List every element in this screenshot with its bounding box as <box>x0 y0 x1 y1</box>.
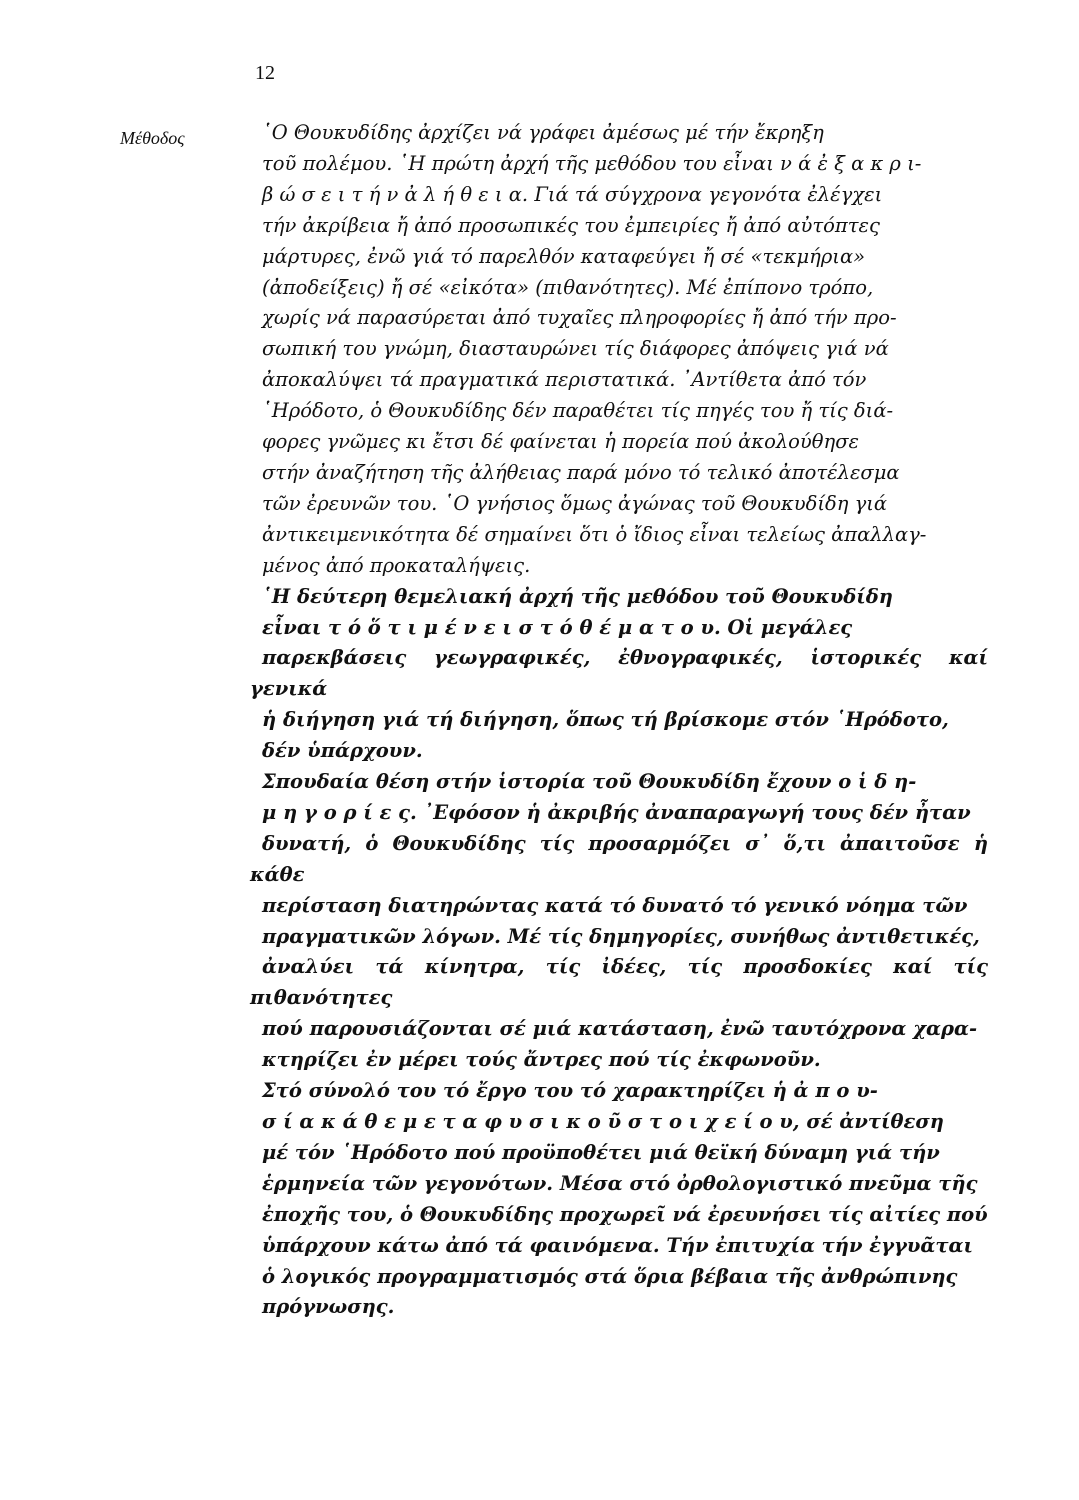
text-line: περίσταση διατηρώντας κατά τό δυνατό τό γενικό νόημα τῶν <box>262 893 968 917</box>
text-line: μάρτυρες, ἐνῶ γιά τό παρελθόν καταφεύγει ἤ σέ «τεκμήρια» <box>262 244 866 268</box>
text-line: (ἀποδείξεις) ἤ σέ «εἰκότα» (πιθανότητες). Μέ ἐπίπονο τρόπο, <box>262 275 874 299</box>
page-number: 12 <box>255 62 275 84</box>
text-line: ἀντικειμενικότητα δέ σημαίνει ὅτι ὁ ἴδιος εἶναι τελείως ἀπαλλαγ- <box>262 522 927 546</box>
text-line: μέ τόν ῾Ηρόδοτο πού προϋποθέτει μιά θεϊκή δύναμη γιά τήν <box>262 1140 940 1164</box>
text-line: σ ί α κ ά θ ε μ ε τ α φ υ σ ι κ ο ῦ σ τ ο ι χ ε ί ο υ, σέ ἀντίθεση <box>262 1110 944 1133</box>
text-line: ῾Ηρόδοτο, ὁ Θουκυδίδης δέν παραθέτει τίς πηγές του ἤ τίς διά- <box>262 399 894 423</box>
text-line: παρεκβάσεις γεωγραφικές, ἐθνογραφικές, ἱστορικές καί γενικά <box>250 646 988 701</box>
text-line: δέν ὑπάρχουν. <box>262 739 423 763</box>
text-line: Στό σύνολό του τό ἔργο του τό χαρακτηρίζει ἡ ἀ π ο υ- <box>262 1079 878 1103</box>
text-line: ἀναλύει τά κίνητρα, τίς ἰδέες, τίς προσδοκίες καί τίς πιθανότητες <box>250 955 988 1010</box>
text-line: ἑρμηνεία τῶν γεγονότων. Μέσα στό ὀρθολογιστικό πνεῦμα τῆς <box>262 1171 978 1195</box>
text-line: μένος ἀπό προκαταλήψεις. <box>262 553 531 577</box>
paragraph <box>250 582 988 767</box>
text-line: ἀποκαλύψει τά πραγματικά περιστατικά. ᾿Αντίθετα ἀπό τόν <box>262 368 867 392</box>
text-line: δυνατή, ὁ Θουκυδίδης τίς προσαρμόζει σ᾿ ὅ,τι ἀπαιτοῦσε ἡ κάθε <box>250 831 988 886</box>
text-line: πρόγνωσης. <box>262 1295 395 1319</box>
margin-note: Μέθοδος <box>120 128 185 148</box>
paragraph <box>250 767 988 1076</box>
text-line: κτηρίζει ἐν μέρει τούς ἄντρες πού τίς ἐκφωνοῦν. <box>262 1048 821 1072</box>
text-line: ῾Ο Θουκυδίδης ἀρχίζει νά γράφει ἀμέσως μέ τήν ἔκρηξη <box>262 121 824 144</box>
text-line: τήν ἀκρίβεια ἤ ἀπό προσωπικές του ἐμπειρίες ἤ ἀπό αὐτόπτες <box>262 213 880 237</box>
text-line: ἡ διήγηση γιά τή διήγηση, ὅπως τή βρίσκομε στόν ῾Ηρόδοτο, <box>262 708 949 732</box>
paragraph <box>250 118 988 582</box>
body-text <box>250 118 988 1323</box>
text-line: ὁ λογικός προγραμματισμός στά ὅρια βέβαια τῆς ἀνθρώπινης <box>262 1264 958 1288</box>
text-line: φορες γνῶμες κι ἔτσι δέ φαίνεται ἡ πορεία πού ἀκολούθησε <box>262 430 859 454</box>
text-line: τοῦ πολέμου. ῾Η πρώτη ἀρχή τῆς μεθόδου του εἶναι ν ά ἐ ξ α κ ρ ι- <box>262 151 922 175</box>
text-line: ὑπάρχουν κάτω ἀπό τά φαινόμενα. Τήν ἐπιτυχία τήν ἐγγυᾶται <box>262 1233 973 1257</box>
text-line: ἐποχῆς του, ὁ Θουκυδίδης προχωρεῖ νά ἐρευνήσει τίς αἰτίες πού <box>262 1202 988 1226</box>
text-line: πραγματικῶν λόγων. Μέ τίς δημηγορίες, συνήθως ἀντιθετικές, <box>262 924 980 948</box>
text-line: στήν ἀναζήτηση τῆς ἀλήθειας παρά μόνο τό τελικό ἀποτέλεσμα <box>262 460 900 484</box>
text-line: σωπική του γνώμη, διασταυρώνει τίς διάφορες ἀπόψεις γιά νά <box>262 337 889 361</box>
text-line: μ η γ ο ρ ί ε ς. ᾿Εφόσον ἡ ἀκριβής ἀναπαραγωγή τους δέν ἦταν <box>262 800 971 824</box>
text-line: εἶναι τ ό ὅ τ ι μ έ ν ε ι σ τ ό θ έ μ α τ ο υ. Οἱ μεγάλες <box>262 615 853 639</box>
text-line: πού παρουσιάζονται σέ μιά κατάσταση, ἐνῶ ταυτόχρονα χαρα- <box>262 1017 978 1041</box>
text-line: τῶν ἐρευνῶν του. ῾Ο γνήσιος ὅμως ἀγώνας τοῦ Θουκυδίδη γιά <box>262 491 888 515</box>
text-line: ῾Η δεύτερη θεμελιακή ἀρχή τῆς μεθόδου τοῦ Θουκυδίδη <box>262 584 893 608</box>
paragraph <box>250 1076 988 1323</box>
text-line: β ώ σ ε ι τ ή ν ἀ λ ή θ ε ι α. Γιά τά σύγχρονα γεγονότα ἐλέγχει <box>262 182 883 206</box>
text-line: Σπουδαία θέση στήν ἱστορία τοῦ Θουκυδίδη ἔχουν ο ἱ δ η- <box>262 770 917 794</box>
text-line: χωρίς νά παρασύρεται ἀπό τυχαῖες πληροφορίες ἤ ἀπό τήν προ- <box>262 306 897 330</box>
